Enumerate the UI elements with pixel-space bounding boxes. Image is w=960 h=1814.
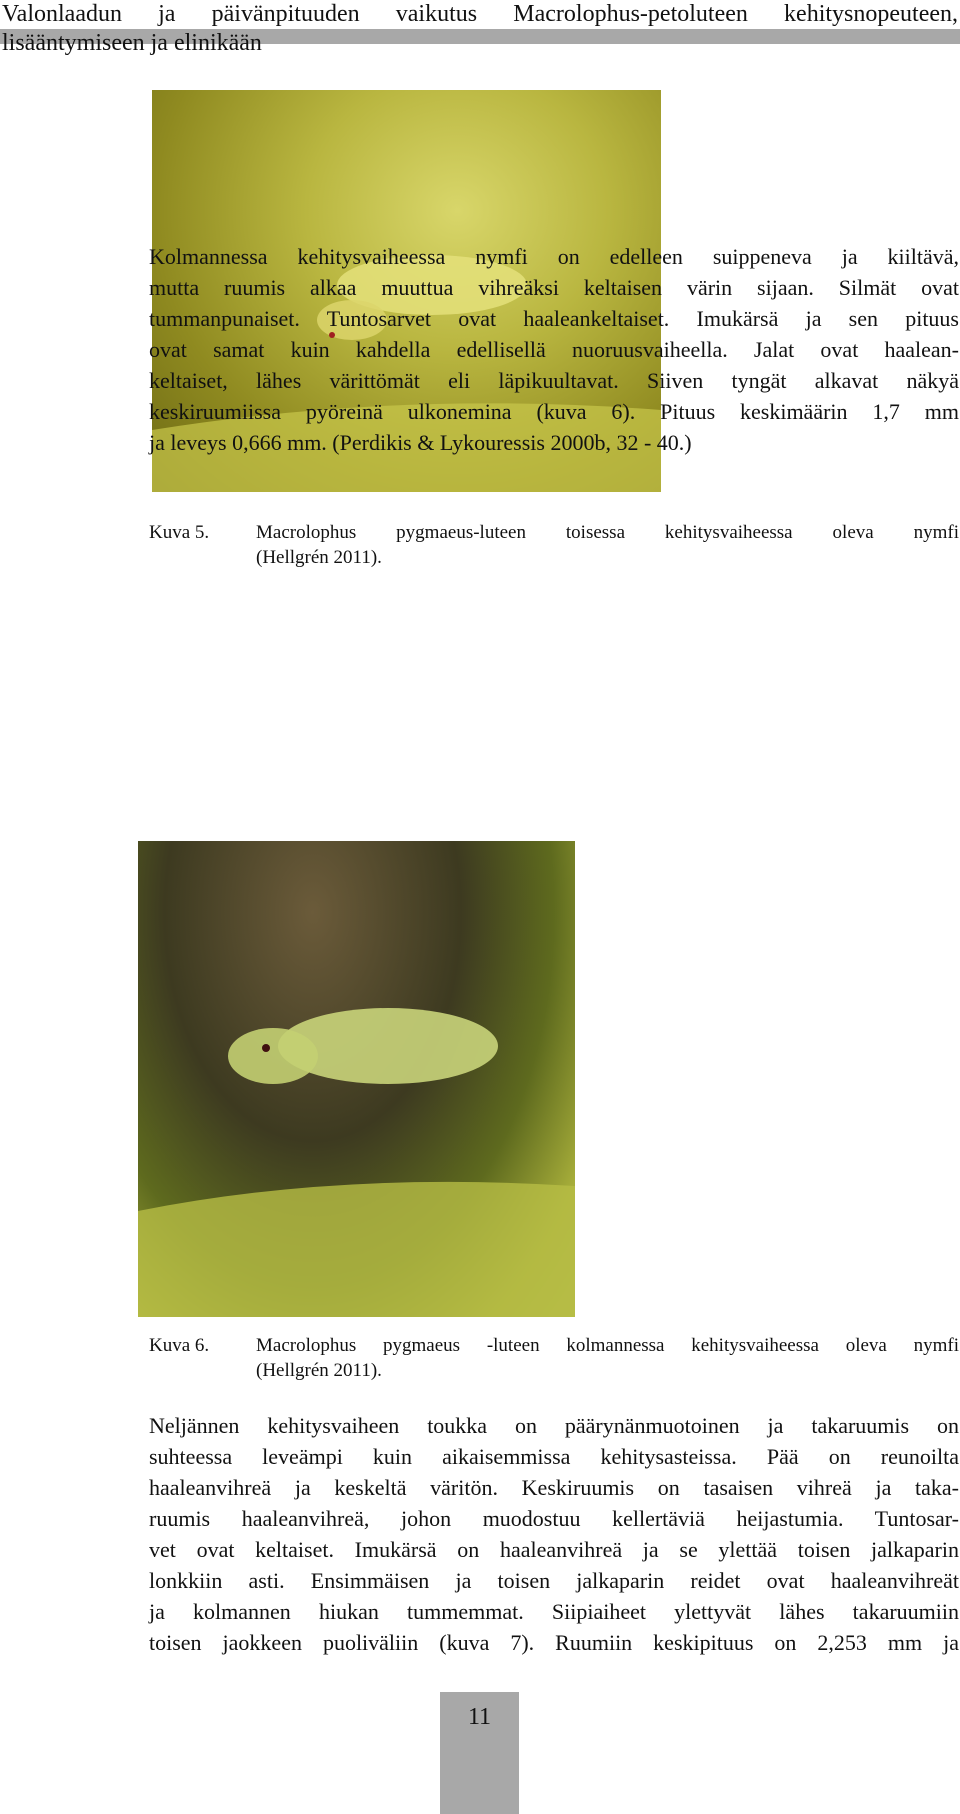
text-line: haaleanvihreä ja keskeltä väritön. Keskiruumis on tasaisen vihreä ja taka- <box>149 1475 959 1500</box>
page-number-box <box>440 1692 519 1814</box>
running-header <box>2 0 958 58</box>
text-line: tummanpunaiset. Tuntosarvet ovat haaleankeltaiset. Imukärsä ja sen pituus <box>149 306 959 331</box>
caption-line: (Hellgrén 2011). <box>256 1360 382 1381</box>
text-line: suhteessa leveämpi kuin aikaisemmissa kehitysasteissa. Pää on reunoilta <box>149 1444 959 1469</box>
header-line: Valonlaadun ja päivänpituuden vaikutus Macrolophus-petoluteen kehitysnopeuteen, <box>2 1 958 27</box>
text-line: Kolmannessa kehitysvaiheessa nymfi on edelleen suippeneva ja kiiltävä, <box>149 244 959 269</box>
caption-line: Macrolophus pygmaeus-luteen toisessa kehitysvaiheessa oleva nymfi <box>256 522 959 543</box>
text-line: keltaiset, lähes värittömät eli läpikuultavat. Siiven tyngät alkavat näkyä <box>149 368 959 393</box>
page-number: 11 <box>467 1704 492 1730</box>
figure-6-photo <box>138 841 575 1317</box>
text-line: Neljännen kehitysvaiheen toukka on päärynänmuotoinen ja takaruumis on <box>149 1413 959 1438</box>
caption-line: Macrolophus pygmaeus -luteen kolmannessa kehitysvaiheessa oleva nymfi <box>256 1335 959 1356</box>
figure-5-caption <box>149 520 959 570</box>
figure-label: Kuva 6. <box>149 1335 210 1356</box>
nymph-illustration <box>138 841 575 1317</box>
paragraph-1 <box>149 241 959 458</box>
text-line: toisen jaokkeen puoliväliin (kuva 7). Ruumiin keskipituus on 2,253 mm ja <box>149 1630 959 1655</box>
header-line: lisääntymiseen ja elinikään <box>2 30 262 56</box>
text-line: mutta ruumis alkaa muuttua vihreäksi keltaisen värin sijaan. Silmät ovat <box>149 275 959 300</box>
figure-6-caption <box>149 1333 959 1383</box>
caption-line: (Hellgrén 2011). <box>256 547 382 568</box>
text-line: vet ovat keltaiset. Imukärsä on haaleanvihreä ja se ylettää toisen jalkaparin <box>149 1537 959 1562</box>
text-line: lonkkiin asti. Ensimmäisen ja toisen jalkaparin reidet ovat haaleanvihreät <box>149 1568 959 1593</box>
text-line: ja kolmannen hiukan tummemmat. Siipiaiheet ylettyvät lähes takaruumiin <box>149 1599 959 1624</box>
paragraph-2 <box>149 1410 959 1658</box>
text-line: keskiruumiissa pyöreinä ulkonemina (kuva 6). Pituus keskimäärin 1,7 mm <box>149 399 959 424</box>
text-line: ja leveys 0,666 mm. (Perdikis & Lykouressis 2000b, 32 - 40.) <box>149 430 692 455</box>
text-line: ruumis haaleanvihreä, johon muodostuu kellertäviä heijastumia. Tuntosar- <box>149 1506 959 1531</box>
text-line: ovat samat kuin kahdella edellisellä nuoruusvaiheella. Jalat ovat haalean- <box>149 337 959 362</box>
figure-label: Kuva 5. <box>149 522 210 543</box>
